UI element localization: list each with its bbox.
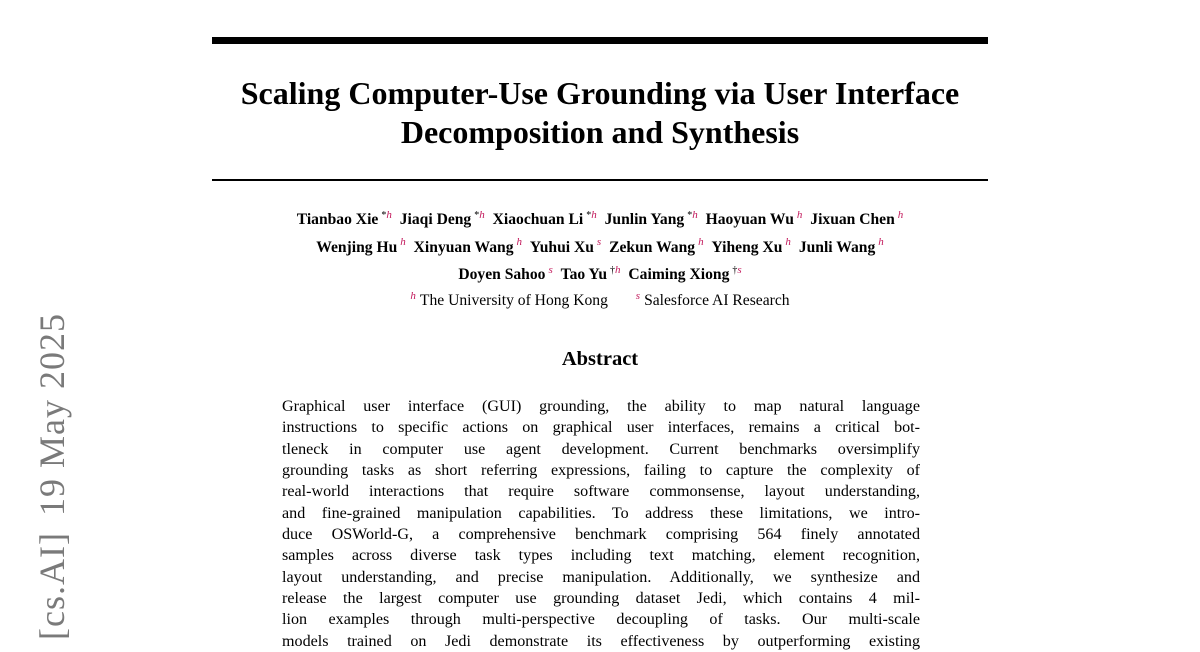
affiliation-salesforce xyxy=(635,289,790,309)
abstract-line: layout understanding, and precise manipulation. Additionally, we synthesize and xyxy=(282,568,920,586)
abstract-line: real-world interactions that require software commonsense, layout understanding, xyxy=(282,483,920,501)
abstract-line: instructions to specific actions on graphical user interfaces, remains a critical bot- xyxy=(282,419,920,437)
author-affiliation-mark: s xyxy=(596,236,602,249)
author-affiliation-mark: h xyxy=(796,208,803,221)
author xyxy=(711,236,791,256)
abstract-line: release the largest computer use grounding dataset Jedi, which contains 4 mil- xyxy=(282,590,920,608)
paper-title-line-1: Scaling Computer-Use Grounding via User Interface xyxy=(240,75,960,111)
author-name: Caiming Xiong xyxy=(628,266,730,283)
abstract-line: and fine-grained manipulation capabilities. To address these limitations, we intro- xyxy=(282,504,920,522)
author-line-1 xyxy=(212,206,988,234)
author-name: Junli Wang xyxy=(798,238,876,256)
author-name: Haoyuan Wu xyxy=(705,211,794,228)
affiliation-list xyxy=(212,291,988,311)
author-name: Jiaqi Deng xyxy=(399,211,472,228)
abstract-line: grounding tasks as short referring expressions, failing to capture the complexity of xyxy=(282,462,920,480)
arxiv-sidebar-stamp xyxy=(32,280,72,648)
author-affiliation-mark: h xyxy=(785,236,791,249)
author xyxy=(609,236,704,256)
author xyxy=(604,208,698,228)
author xyxy=(458,263,553,283)
author-affiliation-mark: h xyxy=(516,236,522,249)
author-line-3 xyxy=(212,261,988,289)
author-name: Xinyuan Wang xyxy=(413,238,514,256)
affiliation-hku xyxy=(410,289,608,309)
abstract-line: samples across diverse task types including text matching, element recognition, xyxy=(282,547,920,565)
author-affiliation-mark: h xyxy=(400,236,406,249)
affiliation-name: Salesforce AI Research xyxy=(644,292,790,309)
author-affiliation-mark: †s xyxy=(732,263,742,276)
author-name: Zekun Wang xyxy=(609,238,696,256)
affiliation-mark: s xyxy=(635,289,641,302)
author-affiliation-mark: h xyxy=(878,236,884,249)
author-name: Tianbao Xie xyxy=(296,211,379,228)
arxiv-date: 19 May 2025 xyxy=(32,313,72,517)
abstract-line: tleneck in computer use agent development. Current benchmarks oversimplify xyxy=(282,440,920,458)
author-line-2 xyxy=(212,234,988,262)
author xyxy=(560,263,621,283)
author xyxy=(705,208,803,228)
author xyxy=(628,263,742,283)
abstract-line: models trained on Jedi demonstrate its effectiveness by outperforming existing xyxy=(282,632,920,650)
paper-title-line-2: Decomposition and Synthesis xyxy=(400,114,800,150)
author-name: Jixuan Chen xyxy=(810,211,895,228)
author-name: Xiaochuan Li xyxy=(492,211,584,228)
author-name: Yuhui Xu xyxy=(529,238,594,256)
paper-title xyxy=(212,74,988,152)
top-rule xyxy=(212,37,988,44)
author xyxy=(296,208,392,228)
arxiv-category: [cs.AI] xyxy=(32,532,72,640)
author xyxy=(529,236,602,256)
author-name: Junlin Yang xyxy=(604,211,685,228)
author xyxy=(316,236,406,256)
author-name: Wenjing Hu xyxy=(316,238,398,256)
author xyxy=(492,208,597,228)
author xyxy=(810,208,904,228)
author-affiliation-mark: h xyxy=(897,208,904,221)
author-affiliation-mark: *h xyxy=(474,208,485,221)
author-affiliation-mark: h xyxy=(698,236,704,249)
abstract-line: Graphical user interface (GUI) grounding, the ability to map natural language xyxy=(282,398,920,415)
author-affiliation-mark: †h xyxy=(610,263,621,276)
author xyxy=(399,208,485,228)
author-name: Yiheng Xu xyxy=(711,238,783,256)
abstract-line: lion examples through multi-perspective decoupling of tasks. Our multi-scale xyxy=(282,611,920,629)
author-name: Tao Yu xyxy=(560,266,608,283)
author xyxy=(798,236,884,256)
author-affiliation-mark: *h xyxy=(687,208,698,221)
affiliation-name: The University of Hong Kong xyxy=(419,292,608,309)
abstract-heading: Abstract xyxy=(561,348,639,370)
author-affiliation-mark: *h xyxy=(586,208,597,221)
author-name: Doyen Sahoo xyxy=(458,266,546,283)
abstract-body xyxy=(282,396,920,652)
author-affiliation-mark: s xyxy=(548,263,553,276)
author xyxy=(413,236,522,256)
author-list xyxy=(212,206,988,289)
abstract-line: duce OSWorld-G, a comprehensive benchmark comprising 564 finely annotated xyxy=(282,526,920,544)
affiliation-mark: h xyxy=(410,289,416,302)
title-rule xyxy=(212,179,988,181)
author-affiliation-mark: *h xyxy=(381,208,392,221)
